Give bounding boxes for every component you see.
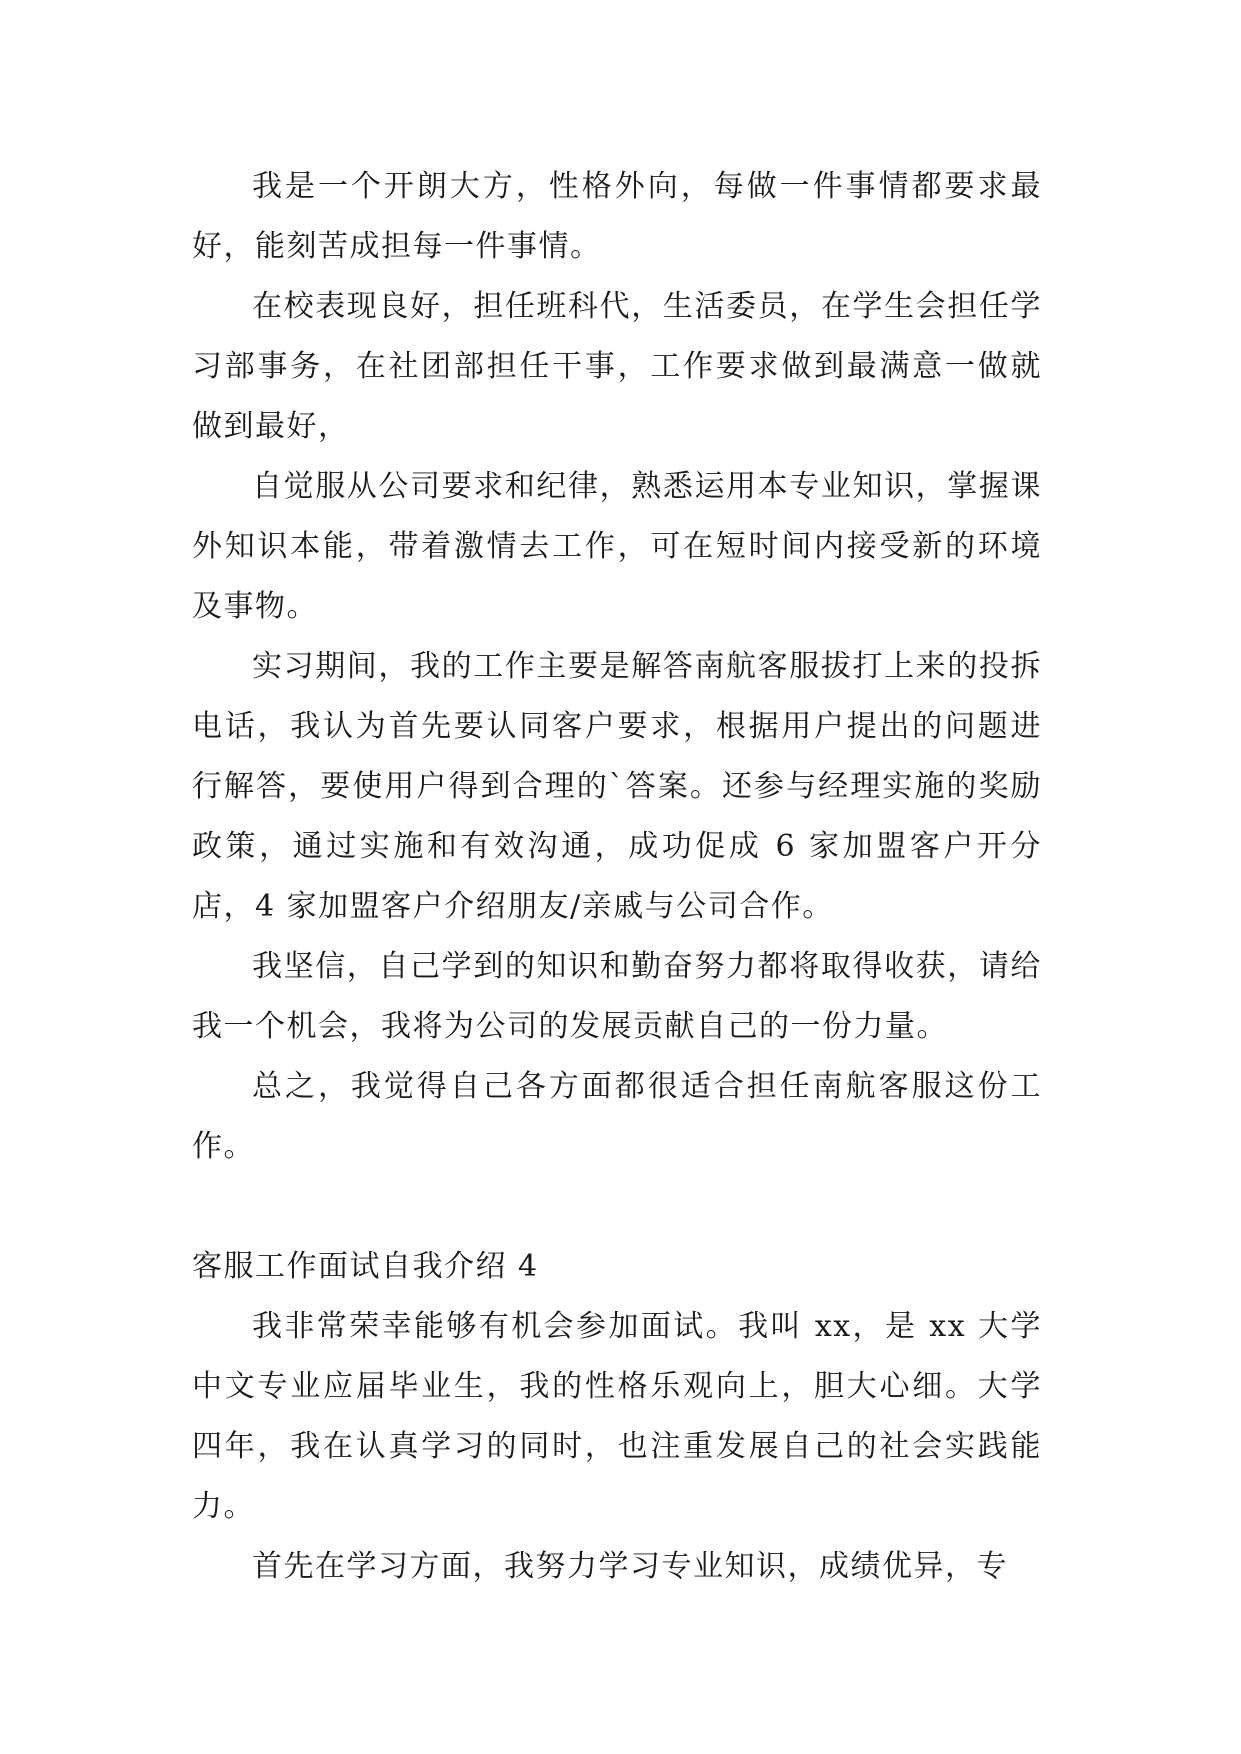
- paragraph-discipline: 自觉服从公司要求和纪律，熟悉运用本专业知识，掌握课外知识本能，带着激情去工作，可在短时间内接受新的环境及事物。: [192, 469, 1042, 624]
- paragraph-conclusion: 总之，我觉得自己各方面都很适合担任南航客服这份工作。: [192, 1069, 1042, 1164]
- paragraph-study: 首先在学习方面，我努力学习专业知识，成绩优异，专: [252, 1549, 1008, 1584]
- paragraph-internship: 实习期间，我的工作主要是解答南航客服拔打上来的投拆电话，我认为首先要认同客户要求，根据用户提出的问题进行解答，要使用户得到合理的`答案。还参与经理实施的奖励政策，通过实施和有效沟通，成功促成 6 家加盟客户开分店，4 家加盟客户介绍朋友/亲戚与公司合作。: [192, 649, 1042, 924]
- paragraph-introduction: 我非常荣幸能够有机会参加面试。我叫 xx，是 xx 大学中文专业应届毕业生，我的性格乐观向上，胆大心细。大学四年，我在认真学习的同时，也注重发展自己的社会实践能力。: [192, 1309, 1042, 1524]
- paragraph-school-performance: 在校表现良好，担任班科代，生活委员，在学生会担任学习部事务，在社团部担任干事，工作要求做到最满意一做就做到最好，: [192, 289, 1042, 444]
- paragraph-personality: 我是一个开朗大方，性格外向，每做一件事情都要求最好，能刻苦成担每一件事情。: [192, 169, 1042, 264]
- paragraph-belief: 我坚信，自己学到的知识和勤奋努力都将取得收获，请给我一个机会，我将为公司的发展贡献自己的一份力量。: [192, 949, 1042, 1044]
- section-heading: 客服工作面试自我介绍 4: [192, 1249, 539, 1284]
- document-body: [192, 157, 1042, 1597]
